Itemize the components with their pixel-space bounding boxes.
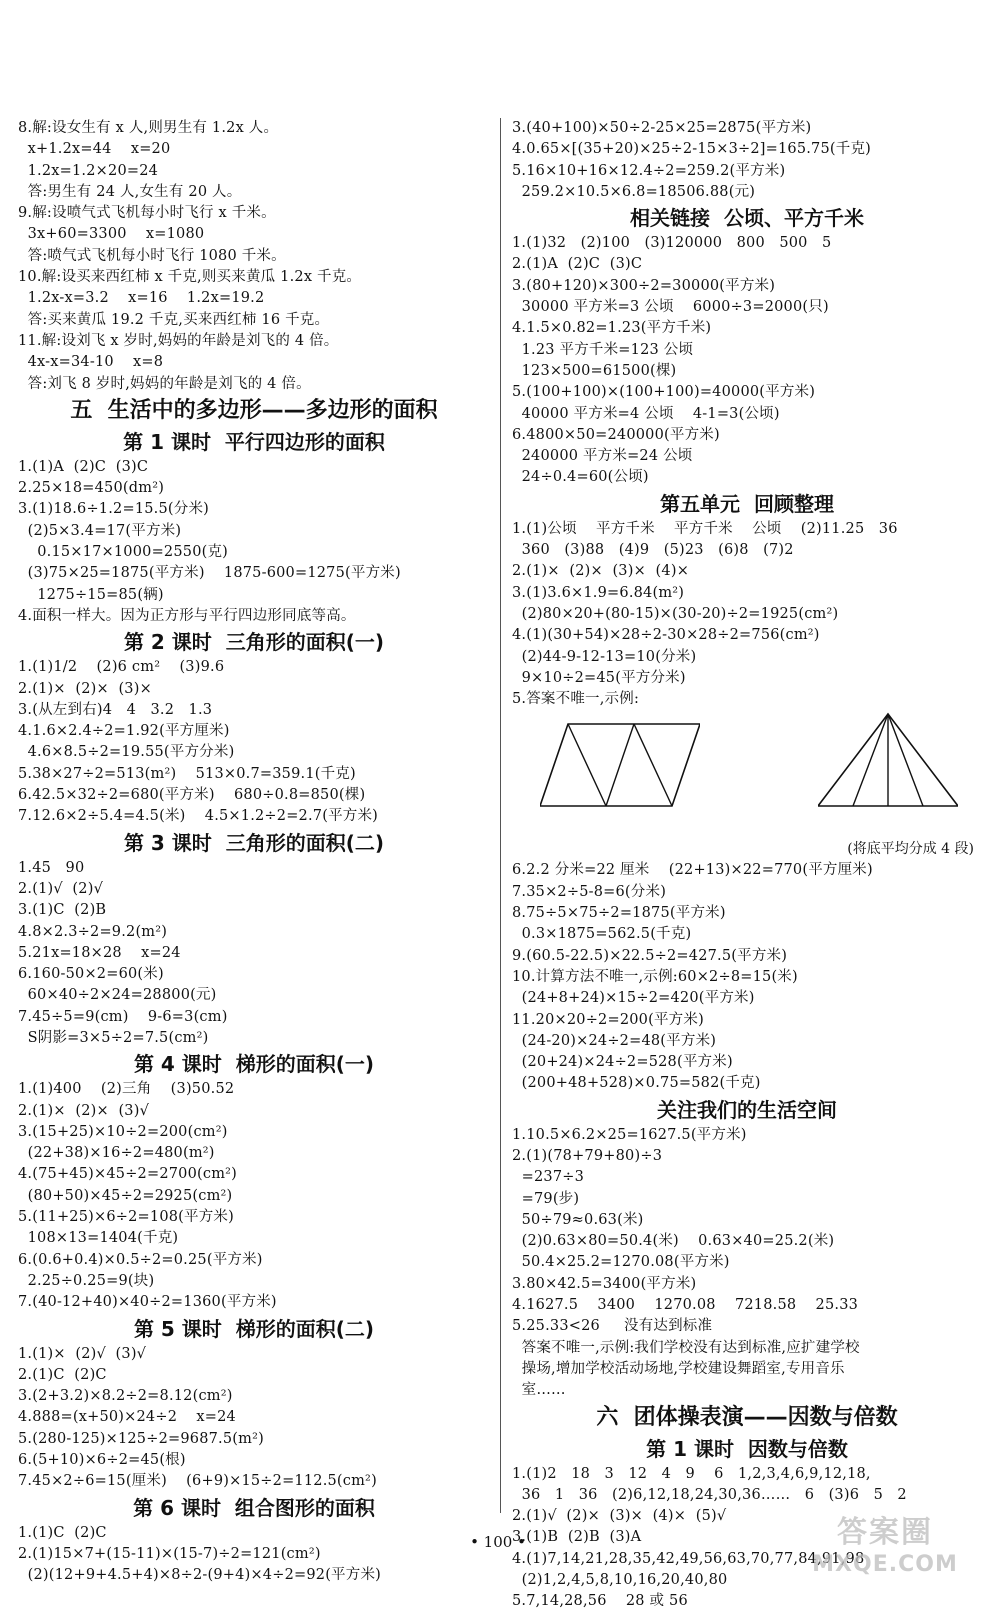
answer-line: 24÷0.4=60(公顷) bbox=[512, 469, 649, 486]
answer-line: 5.(11+25)×6÷2=108(平方米) bbox=[18, 1209, 234, 1226]
answer-line: 9.解:设喷气式飞机每小时飞行 x 千米。 bbox=[18, 205, 276, 222]
answer-line: 1.(1)32 (2)100 (3)120000 800 500 5 bbox=[512, 235, 832, 252]
answer-line: 2.(1)× (2)× (3)√ bbox=[18, 1102, 150, 1119]
answer-line: 8.解:设女生有 x 人,则男生有 1.2x 人。 bbox=[18, 120, 279, 136]
answer-line: 36 1 36 (2)6,12,18,24,30,36…… 6 (3)6 5 2 bbox=[512, 1486, 907, 1503]
answer-line: (2)44-9-12-13=10(分米) bbox=[512, 648, 697, 665]
answer-line: 10.解:设买来西红柿 x 千克,则买来黄瓜 1.2x 千克。 bbox=[18, 269, 362, 286]
answer-line: 0.15×17×1000=2550(克) bbox=[18, 544, 229, 561]
answer-line: 3.(15+25)×10÷2=200(cm²) bbox=[18, 1123, 228, 1140]
answer-line: 240000 平方米=24 公顷 bbox=[512, 448, 693, 465]
page-number: • 100 • bbox=[470, 1533, 526, 1551]
answer-line: 操场,增加学校活动场地,学校建设舞蹈室,专用音乐 bbox=[512, 1360, 845, 1377]
answer-line: =79(步) bbox=[512, 1190, 580, 1207]
section-heading: 第五单元 回顾整理 bbox=[660, 491, 834, 516]
answer-line: 9.(60.5-22.5)×22.5÷2=427.5(平方米) bbox=[512, 947, 788, 964]
answer-line: 3.(从左到右)4 4 3.2 1.3 bbox=[18, 701, 213, 718]
section-heading: 第 1 课时 因数与倍数 bbox=[646, 1436, 848, 1461]
answer-line: 5.(100+100)×(100+100)=40000(平方米) bbox=[512, 384, 816, 401]
answer-line: 2.(1)× (2)× (3)× (4)× bbox=[512, 563, 690, 580]
answer-line: 4.1627.5 3400 1270.08 7218.58 25.33 bbox=[512, 1297, 859, 1314]
answer-line: 11.20×20÷2=200(平方米) bbox=[512, 1011, 704, 1028]
answer-line: 3.(40+100)×50÷2-25×25=2875(平方米) bbox=[512, 120, 812, 136]
answer-line: 2.(1)15×7+(15-11)×(15-7)÷2=121(cm²) bbox=[18, 1545, 321, 1562]
answer-line: 4.1.5×0.82=1.23(平方千米) bbox=[512, 320, 712, 337]
section-heading: 关注我们的生活空间 bbox=[657, 1097, 837, 1122]
answer-line: (200+48+528)×0.75=582(千克) bbox=[512, 1075, 761, 1092]
answer-line: 7.35×2÷5-8=6(分米) bbox=[512, 883, 667, 900]
answer-line: 259.2×10.5×6.8=18506.88(元) bbox=[512, 183, 756, 200]
answer-line: 7.45÷5=9(cm) 9-6=3(cm) bbox=[18, 1008, 228, 1025]
answer-line: 1.45 90 bbox=[18, 859, 85, 876]
answer-line: 9×10÷2=45(平方分米) bbox=[512, 669, 686, 686]
answer-line: 6.2.2 分米=22 厘米 (22+13)×22=770(平方厘米) bbox=[512, 862, 873, 879]
answer-line: 1.23 平方千米=123 公顷 bbox=[512, 341, 694, 358]
right-column-top bbox=[512, 118, 982, 710]
answer-line: 4.1.6×2.4÷2=1.92(平方厘米) bbox=[18, 723, 230, 740]
answer-line: S阴影=3×5÷2=7.5(cm²) bbox=[18, 1029, 209, 1046]
answer-line: 1.(1)C (2)C bbox=[18, 1524, 107, 1541]
answer-line: 3.(1)18.6÷1.2=15.5(分米) bbox=[18, 501, 210, 518]
answer-line: 3.(2+3.2)×8.2÷2=8.12(cm²) bbox=[18, 1388, 233, 1405]
answer-line: 1.10.5×6.2×25=1627.5(平方米) bbox=[512, 1126, 747, 1143]
answer-line: 3.(1)B (2)B (3)A bbox=[512, 1529, 642, 1546]
answer-line: 2.(1)√ (2)× (3)× (4)× (5)√ bbox=[512, 1508, 727, 1525]
answer-line: 4.面积一样大。因为正方形与平行四边形同底等高。 bbox=[18, 607, 356, 624]
answer-line: 360 (3)88 (4)9 (5)23 (6)8 (7)2 bbox=[512, 542, 794, 559]
answer-line: 4.(75+45)×45÷2=2700(cm²) bbox=[18, 1166, 238, 1183]
answer-line: 4x-x=34-10 x=8 bbox=[18, 354, 164, 371]
answer-line: 1.(1)公顷 平方千米 平方千米 公顷 (2)11.25 36 bbox=[512, 520, 898, 537]
answer-line: 1.(1)1/2 (2)6 cm² (3)9.6 bbox=[18, 659, 225, 676]
answer-line: 室…… bbox=[512, 1382, 566, 1399]
answer-line: 1275÷15=85(辆) bbox=[18, 586, 164, 603]
watermark-url: MXQE.COM bbox=[812, 1552, 958, 1577]
answer-line: 3.(1)3.6×1.9=6.84(m²) bbox=[512, 584, 685, 601]
section-heading: 第 6 课时 组合图形的面积 bbox=[133, 1495, 375, 1520]
answer-line: 1.2x=1.2×20=24 bbox=[18, 162, 159, 179]
answer-line: 答:刘飞 8 岁时,妈妈的年龄是刘飞的 4 倍。 bbox=[18, 375, 311, 392]
answer-line: 5.(280-125)×125÷2=9687.5(m²) bbox=[18, 1430, 264, 1447]
triangle-figure bbox=[818, 710, 958, 820]
answer-line: 1.(1)2 18 3 12 4 9 6 1,2,3,4,6,9,12,18, bbox=[512, 1465, 871, 1482]
answer-line: 5.16×10+16×12.4÷2=259.2(平方米) bbox=[512, 162, 786, 179]
answer-line: 5.38×27÷2=513(m²) 513×0.7=359.1(千克) bbox=[18, 765, 356, 782]
right-column-bottom bbox=[512, 860, 982, 1612]
answer-line: (2)1,2,4,5,8,10,16,20,40,80 bbox=[512, 1572, 728, 1589]
answer-line: 4.6×8.5÷2=19.55(平方分米) bbox=[18, 744, 235, 761]
answer-line: 1.(1)400 (2)三角 (3)50.52 bbox=[18, 1081, 235, 1098]
answer-line: 答案不唯一,示例:我们学校没有达到标准,应扩建学校 bbox=[512, 1339, 860, 1356]
answer-line: 108×13=1404(千克) bbox=[18, 1230, 179, 1247]
answer-line: 答:买来黄瓜 19.2 千克,买来西红柿 16 千克。 bbox=[18, 311, 330, 328]
answer-line: 2.(1)A (2)C (3)C bbox=[512, 256, 643, 273]
answer-line: 11.解:设刘飞 x 岁时,妈妈的年龄是刘飞的 4 倍。 bbox=[18, 332, 339, 349]
section-heading: 第 1 课时 平行四边形的面积 bbox=[123, 429, 385, 454]
column-divider bbox=[500, 118, 501, 1513]
answer-line: 2.(1)× (2)× (3)× bbox=[18, 680, 152, 697]
answer-line: 123×500=61500(棵) bbox=[512, 362, 677, 379]
answer-line: 答:男生有 24 人,女生有 20 人。 bbox=[18, 183, 242, 200]
answer-line: 4.(1)7,14,21,28,35,42,49,56,63,70,77,84,91,98 bbox=[512, 1550, 865, 1567]
section-heading: 相关链接 公顷、平方千米 bbox=[630, 206, 864, 231]
answer-line: 4.8×2.3÷2=9.2(m²) bbox=[18, 923, 168, 940]
answer-line: 2.25×18=450(dm²) bbox=[18, 480, 165, 497]
answer-line: 40000 平方米=4 公顷 4-1=3(公顷) bbox=[512, 405, 780, 422]
answer-line: (22+38)×16÷2=480(m²) bbox=[18, 1145, 215, 1162]
answer-line: 5.25.33<26 没有达到标准 bbox=[512, 1318, 713, 1335]
answer-line: (24-20)×24÷2=48(平方米) bbox=[512, 1032, 717, 1049]
answer-line: 7.(40-12+40)×40÷2=1360(平方米) bbox=[18, 1294, 277, 1311]
example-figures bbox=[512, 710, 982, 838]
unit-heading: 六 团体操表演——因数与倍数 bbox=[596, 1404, 898, 1430]
answer-line: 1.(1)× (2)√ (3)√ bbox=[18, 1345, 147, 1362]
answer-line: 30000 平方米=3 公顷 6000÷3=2000(只) bbox=[512, 299, 829, 316]
answer-line: 2.25÷0.25=9(块) bbox=[18, 1272, 155, 1289]
answer-line: 10.计算方法不唯一,示例:60×2÷8=15(米) bbox=[512, 968, 798, 985]
answer-line: (2)0.63×80=50.4(米) 0.63×40=25.2(米) bbox=[512, 1233, 835, 1250]
watermark-text: 答案圈 bbox=[837, 1515, 933, 1550]
answer-line: 4.(1)(30+54)×28÷2-30×28÷2=756(cm²) bbox=[512, 627, 820, 644]
section-heading: 第 2 课时 三角形的面积(一) bbox=[123, 630, 385, 655]
answer-line: 50÷79≈0.63(米) bbox=[512, 1211, 644, 1228]
answer-line: 1.(1)A (2)C (3)C bbox=[18, 458, 149, 475]
left-column bbox=[18, 118, 490, 1587]
unit-heading: 五 生活中的多边形——多边形的面积 bbox=[70, 397, 438, 423]
answer-line: (3)75×25=1875(平方米) 1875-600=1275(平方米) bbox=[18, 565, 401, 582]
answer-line: 8.75÷5×75÷2=1875(平方米) bbox=[512, 905, 726, 922]
answer-line: 4.888=(x+50)×24÷2 x=24 bbox=[18, 1409, 236, 1426]
answer-line: (24+8+24)×15÷2=420(平方米) bbox=[512, 990, 755, 1007]
answer-line: 7.12.6×2÷5.4=4.5(米) 4.5×1.2÷2=2.7(平方米) bbox=[18, 808, 379, 825]
answer-line: 60×40÷2×24=28800(元) bbox=[18, 987, 217, 1004]
answer-line: 6.4800×50=240000(平方米) bbox=[512, 426, 720, 443]
answer-line: 4.0.65×[(35+20)×25÷2-15×3÷2]=165.75(千克) bbox=[512, 141, 872, 158]
answer-line: 6.42.5×32÷2=680(平方米) 680÷0.8=850(棵) bbox=[18, 787, 366, 804]
answer-line: 3.80×42.5=3400(平方米) bbox=[512, 1275, 697, 1292]
answer-line: 5.答案不唯一,示例: bbox=[512, 691, 640, 708]
answer-line: 3x+60=3300 x=1080 bbox=[18, 226, 205, 243]
answer-line: 3.(1)C (2)B bbox=[18, 902, 107, 919]
answer-line: 3.(80+120)×300÷2=30000(平方米) bbox=[512, 277, 776, 294]
answer-line: 2.(1)(78+79+80)÷3 bbox=[512, 1147, 663, 1164]
answer-line: 答:喷气式飞机每小时飞行 1080 千米。 bbox=[18, 247, 286, 264]
watermark-logo bbox=[800, 1514, 970, 1592]
parallelogram-figure bbox=[540, 710, 700, 820]
answer-line: (2)5×3.4=17(平方米) bbox=[18, 522, 182, 539]
answer-line: 7.45×2÷6=15(厘米) (6+9)×15÷2=112.5(cm²) bbox=[18, 1473, 377, 1490]
answer-line: 1.2x-x=3.2 x=16 1.2x=19.2 bbox=[18, 290, 265, 307]
answer-line: 0.3×1875=562.5(千克) bbox=[512, 926, 692, 943]
figure-caption: (将底平均分成 4 段) bbox=[847, 841, 974, 858]
answer-line: (2)80×20+(80-15)×(30-20)÷2=1925(cm²) bbox=[512, 605, 839, 622]
answer-line: 2.(1)C (2)C bbox=[18, 1366, 107, 1383]
answer-line: 5.21x=18×28 x=24 bbox=[18, 944, 181, 961]
section-heading: 第 4 课时 梯形的面积(一) bbox=[133, 1052, 375, 1077]
answer-line: (2)(12+9+4.5+4)×8÷2-(9+4)×4÷2=92(平方米) bbox=[18, 1567, 382, 1584]
answer-line: 5.7,14,28,56 28 或 56 bbox=[512, 1593, 688, 1610]
section-heading: 第 5 课时 梯形的面积(二) bbox=[133, 1316, 375, 1341]
answer-line: 50.4×25.2=1270.08(平方米) bbox=[512, 1254, 730, 1271]
answer-line: 6.(0.6+0.4)×0.5÷2=0.25(平方米) bbox=[18, 1251, 263, 1268]
answer-line: 6.160-50×2=60(米) bbox=[18, 966, 164, 983]
section-heading: 第 3 课时 三角形的面积(二) bbox=[123, 830, 385, 855]
answer-line: x+1.2x=44 x=20 bbox=[18, 141, 171, 158]
answer-line: (80+50)×45÷2=2925(cm²) bbox=[18, 1187, 233, 1204]
answer-line: =237÷3 bbox=[512, 1169, 585, 1186]
right-column bbox=[512, 118, 982, 1613]
answer-line: 2.(1)√ (2)√ bbox=[18, 880, 104, 897]
answer-line: 6.(5+10)×6÷2=45(根) bbox=[18, 1452, 186, 1469]
answer-line: (20+24)×24÷2=528(平方米) bbox=[512, 1054, 733, 1071]
